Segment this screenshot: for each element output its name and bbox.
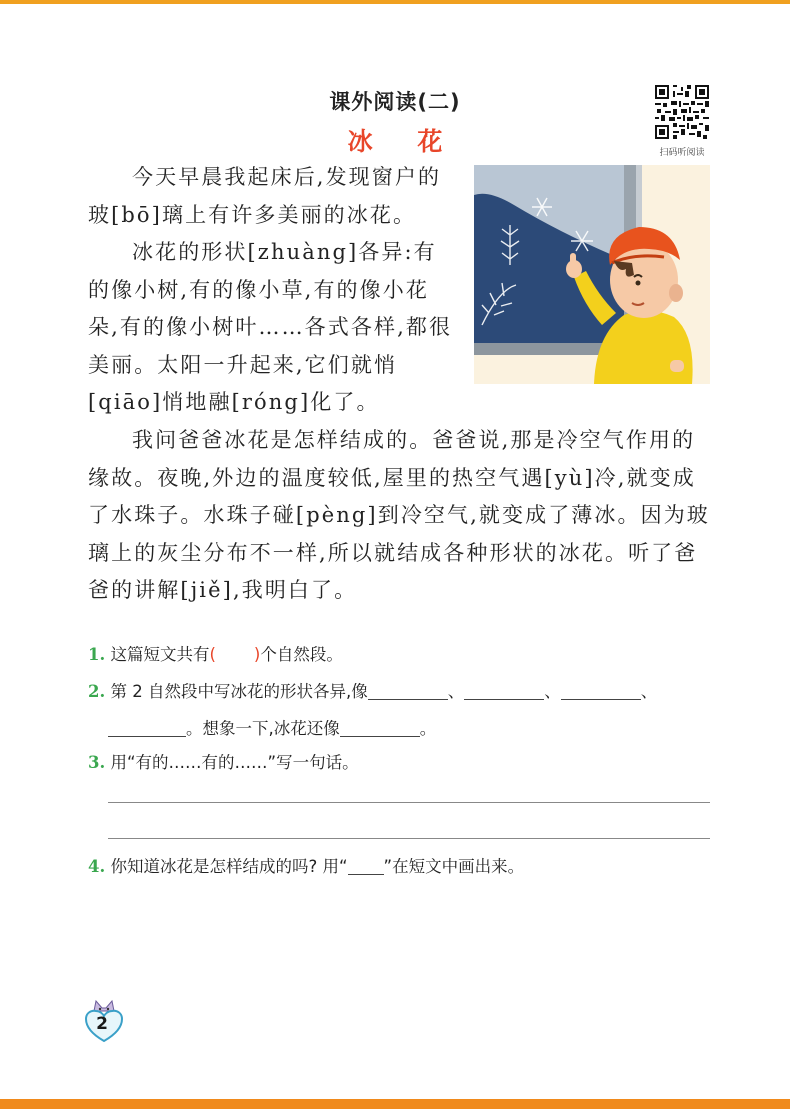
boy-window-illustration: [474, 165, 710, 384]
separator: 、: [447, 682, 465, 701]
passage-paragraph-1: [88, 159, 456, 234]
question-3-number: 3.: [88, 753, 106, 772]
answer-blank[interactable]: [108, 719, 186, 737]
question-4: [88, 853, 524, 877]
question-2-end: 。: [419, 719, 437, 738]
question-4-number: 4.: [88, 857, 106, 876]
question-4-text-end: ”在短文中画出来。: [383, 857, 525, 876]
question-1-paren-open: (: [209, 645, 216, 664]
bottom-border: [0, 1099, 790, 1109]
passage-paragraph-3: [88, 422, 718, 610]
question-1-number: 1.: [88, 645, 106, 664]
question-2-line-2: [108, 715, 436, 739]
question-1-paren-close: ): [253, 645, 261, 664]
question-2-number: 2.: [88, 682, 106, 701]
paragraph-2-text: 冰花的形状[zhuàng]各异:有的像小树,有的像小草,有的像小花朵,有的像小树叶……各式各样,都很美丽。太阳一升起来,它们就悄[qiāo]悄地融[róng]化了。: [88, 240, 453, 414]
paragraph-3-text: 我问爸爸冰花是怎样结成的。爸爸说,那是冷空气作用的缘故。夜晚,外边的温度较低,屋里的热空气遇[yù]冷,就变成了水珠子。水珠子碰[pèng]到冷空气,就变成了薄冰。因为玻璃上的灰尘分布不一样,所以就结成各种形状的冰花。听了爸爸的讲解[jiě],我明白了。: [88, 428, 710, 602]
answer-line[interactable]: [108, 838, 710, 839]
paragraph-1-text: 今天早晨我起床后,发现窗户的玻[bō]璃上有许多美丽的冰花。: [88, 165, 442, 227]
page-number: 2: [96, 1014, 108, 1034]
answer-blank[interactable]: [464, 682, 544, 700]
answer-line[interactable]: [108, 802, 710, 803]
question-4-text: 你知道冰花是怎样结成的吗? 用“: [110, 857, 348, 876]
underline-sample: [348, 857, 384, 875]
question-2: [88, 678, 657, 702]
qr-code-icon[interactable]: [655, 85, 709, 139]
question-1-text: 这篇短文共有: [110, 645, 210, 664]
question-2-text-2: 。想象一下,冰花还像: [186, 719, 340, 738]
top-border: [0, 0, 790, 4]
page-title: 课外阅读(二): [329, 90, 461, 114]
question-2-text: 第 2 自然段中写冰花的形状各异,像: [110, 682, 368, 701]
separator: 、: [544, 682, 561, 701]
passage-paragraph-2: [88, 234, 456, 422]
answer-blank[interactable]: [340, 719, 420, 737]
question-3: [88, 749, 359, 773]
question-1: [88, 641, 343, 665]
answer-blank[interactable]: [368, 682, 448, 700]
qr-caption: 扫码听阅读: [659, 148, 705, 158]
question-1-text-end: 个自然段。: [260, 645, 343, 664]
story-title: 冰 花: [347, 127, 461, 156]
answer-blank[interactable]: [561, 682, 641, 700]
question-3-text: 用“有的……有的……”写一句话。: [110, 753, 359, 772]
separator: 、: [640, 682, 658, 701]
